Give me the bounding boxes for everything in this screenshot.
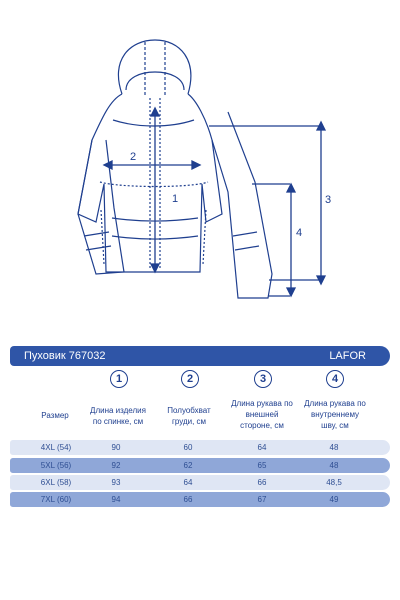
column-number-1: 1 bbox=[110, 370, 128, 388]
diagram-label-1: 1 bbox=[172, 193, 179, 205]
column-header-2: Полуобхват груди, см bbox=[167, 406, 211, 426]
table-row: 6XL (58) 93 64 66 48,5 bbox=[10, 475, 390, 490]
product-name: Пуховик 767032 bbox=[24, 350, 106, 362]
diagram-label-2: 2 bbox=[130, 151, 137, 163]
column-number-4: 4 bbox=[326, 370, 344, 388]
column-header-1: Длина изделия по спинке, см bbox=[90, 406, 146, 426]
column-header-4: Длина рукава по внутреннему шву, см bbox=[304, 399, 366, 430]
column-number-2: 2 bbox=[181, 370, 199, 388]
size-header: Размер bbox=[41, 411, 69, 420]
table-row: 7XL (60) 94 66 67 49 bbox=[10, 492, 390, 507]
table-row: 4XL (54) 90 60 64 48 bbox=[10, 440, 390, 455]
product-title-bar bbox=[10, 346, 390, 366]
column-number-3: 3 bbox=[254, 370, 272, 388]
table-row: 5XL (56) 92 62 65 48 bbox=[10, 458, 390, 473]
diagram-label-4: 4 bbox=[296, 227, 303, 239]
diagram-label-3: 3 bbox=[325, 194, 332, 206]
column-header-3: Длина рукава по внешней стороне, см bbox=[231, 399, 293, 430]
brand-name: LAFOR bbox=[329, 350, 366, 362]
